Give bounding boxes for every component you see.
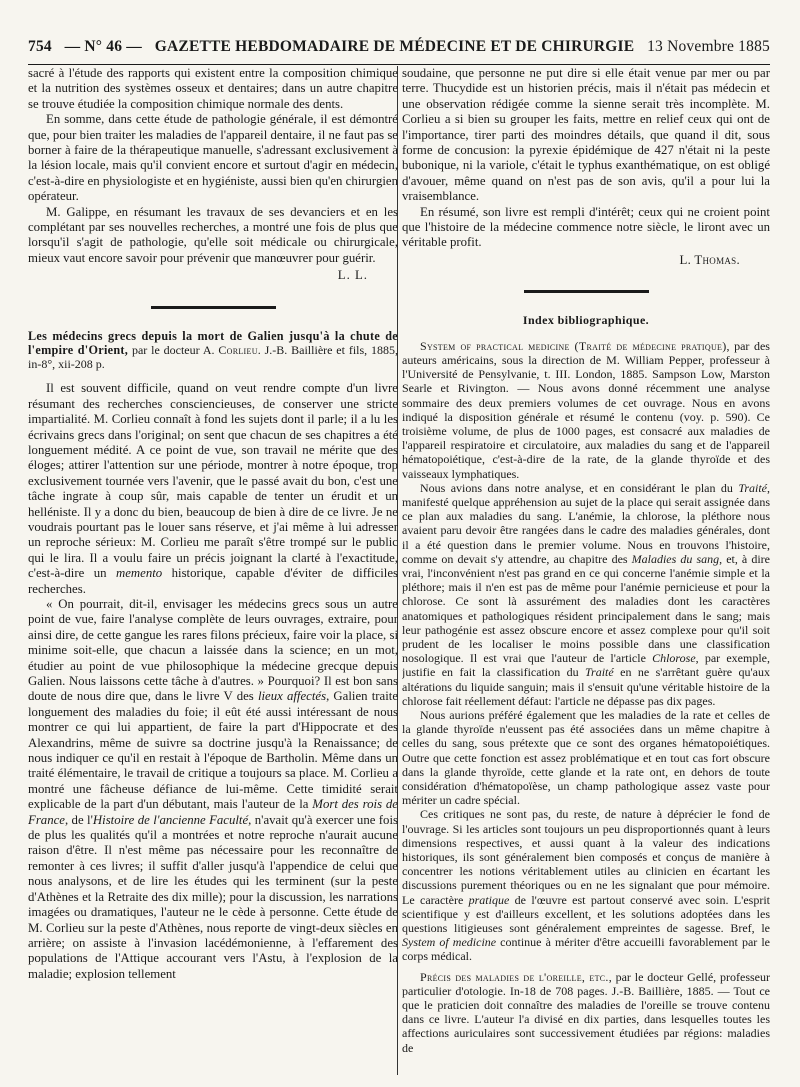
paragraph: Il est souvent difficile, quand on veut rendre compte d'un livre résumant des recherches consciencieuses, de conserver une stricte impartialité. M. Corlieu connaît à fond les sujets dont il parle; il a lu les écrivains grecs dans l'original; on sent que chacun de ses chapitres a été longuement médité. A ce point de vue, son travail ne mérite que des éloges; attirer l'attention sur une période, montrer à notre époque, trop exclusivement tournée vers l'avenir, que le passé avait du bon, c'est une tâche ingrate à coup sûr, mais capable de tenter un érudit et un helléniste. Il y a donc du bien, beaucoup de bien à dire de ce livre. Je ne voudrais pourtant pas le louer sans réserve, et j'ai même à lui adresser un reproche sérieux: M. Corlieu me paraît s'être trompé sur le public qui le lira. Il a voulu faire un précis joignant la clarté à l'exactitude, c'est-à-dire un memento historique, capable d'éviter de difficiles recherches.: [28, 381, 398, 596]
paragraph: « On pourrait, dit-il, envisager les médecins grecs sous un autre point de vue, faire l'analyse complète de leurs ouvrages, extraire, pour ainsi dire, de cette gangue les rares filons précieux, faire voir la place, si minime soit-elle, que chacun a laissée dans la science; en un mot, étudier au point de vue philosophique la médecine grecque depuis Galien. Nous laissons cette tâche à d'autres. » Pourquoi? Il est bon sans doute de nous dire que, dans le livre V des lieux affectés, Galien traite longuement des maladies du foie; il eût été aussi intéressant de nous montrer ce qui lui appartient, de faire la part d'Hippocrate et des Alexandrins, même de suivre sa doctrine jusqu'à la Renaissance; de nous indiquer ce qu'il en restait à l'époque de Bartholin. Même dans un traité élémentaire, le travail de critique a toujours sa place. M. Corlieu a montré une fâcheuse défiance de lui-même. Cette timidité serait explicable de la part d'un débutant, mais l'auteur de la Mort des rois de France, de l'Histoire de l'ancienne Faculté, n'avait qu'à exercer une fois de plus les qualités qu'il a montrées et notre reproche n'aurait aucune raison d'être. Il n'est même pas nécessaire pour les reconnaître de remonter à ces livres; il suffit d'aller jusqu'à l'appendice de celui que nous analysons, et de lire les études qui les terminent (sur la peste d'Athènes et la Retraite des dix mille); pour la discussion, les narrations imagées ou dramatiques, l'auteur ne le cède à personne. Cette étude de M. Corlieu sur la peste d'Athènes, nous reporte de vingt-deux siècles en arrière; on assiste à l'invasion lacédémonienne, à l'effarement des populations de l'Attique accourant vers l'Astu, à l'explosion de la maladie; explosion tellement: [28, 596, 398, 981]
bib-title: System of practical medicine (Traité de médecine pratique): [420, 338, 727, 353]
signature: L. L.: [337, 268, 368, 283]
paragraph: Nous aurions préféré également que les maladies de la rate et celles de la glande thyroïde n'eussent pas été associées dans un même chapitre à celles du sang, sous prétexte que ce sont des organes hématopoiétiques. Outre que cette fonction est assez problématique et en tout cas fort obscure dans la glande thyroïde, cette glande et la rate ont, en dehors de toute considération d'hématopoïèse, un champ pathologique assez vaste pour mériter un cadre spécial.: [402, 707, 770, 808]
left-column: [28, 66, 398, 1075]
page-number: 754: [28, 38, 52, 55]
paragraph: En résumé, son livre est rempli d'intérêt; ceux qui ne croient point que l'histoire de la médecine commence notre siècle, le liront avec un véritable profit.: [402, 204, 770, 250]
section-title: Index bibliographique.: [522, 313, 650, 328]
paragraph: M. Galippe, en résumant les travaux de ses devanciers et en les complétant par ses nouvelles recherches, a montré une fois de plus que lorsqu'il s'agit de pathologie, qu'elle soit médicale ou chirurgicale, mieux vaut encore savoir pour prévenir que manœuvrer pour guérir.: [28, 204, 398, 265]
paragraph: soudaine, que personne ne put dire si elle était venue par mer ou par terre. Thucydide est un historien précis, mais il n'était pas médecin et une observation rédigée comme la sienne serait très incomplète. M. Corlieu a si bien su grouper les faits, mettre en relief ceux qui ont de l'importance, tirer parti des moindres détails, que quand il dit, sous forme de concusion: la pyrexie épidémique de 427 n'était ni la peste bubonique, ni la variole, c'était le typhus exanthématique, on est obligé d'avouer, même quand on n'est pas de son avis, qu'il a pour lui la vraisemblance.: [402, 66, 770, 204]
paragraph: Ces critiques ne sont pas, du reste, de nature à déprécier le fond de l'ouvrage. Si les articles sont toujours un peu disproportionnés quant à leurs dimensions respectives, et aussi quant à la valeur des indications historiques, ils sont généralement bien composés et conçus de manière à concentrer les notions véritablement utiles au clinicien en écartant les discussions purement théoriques ou en ne les signalant que pour mémoire. Le caractère pratique de l'œuvre est partout conservé avec soin. L'esprit scientifique y est d'ailleurs excellent, et les solutions adoptées dans les questions litigieuses sont généralement empreintes de sagesse. Bref, le System of medicine continue à mériter d'être accueilli favorablement par le corps médical.: [402, 807, 770, 964]
bib-entry: Précis des maladies de l'oreille, etc., par le docteur Gellé, professeur particulier d'otologie. In-18 de 708 pages. J.-B. Baillière, 1885. — Tout ce que le praticien doit connaître des maladies de l'oreille se trouve contenu dans ce livre. L'auteur l'a divisé en dix parties, dans lesquelles toutes les affections auriculaires sont successivement étudiées par régions: maladies de: [402, 969, 770, 1055]
right-column: [402, 66, 770, 1075]
review-author: Corlieu: [218, 342, 258, 357]
section-rule: [28, 306, 398, 309]
issue-date: 13 Novembre 1885: [647, 38, 770, 55]
bibliography-index: [402, 339, 770, 1055]
page-header: [28, 38, 770, 65]
review-heading: Les médecins grecs depuis la mort de Galien jusqu'à la chute de l'empire d'Orient, par le docteur A. Corlieu. J.-B. Baillière et fils, 1885, in-8°, xii-208 p.: [28, 328, 398, 372]
paragraph: sacré à l'étude des rapports qui existent entre la composition chimique et la nutrition des systèmes osseux et dentaires; dans un autre chapitre se trouve étudiée la composition chimique normale des dents.: [28, 66, 398, 111]
paragraph: Nous avions dans notre analyse, et en considérant le plan du Traité, manifesté quelque appréhension au sujet de la place qui serait assignée dans ce plan aux maladies du sang. L'anémie, la chlorose, la pléthore nous avaient paru devoir être rangées dans le cadre des maladies générales, dont il a été question dans le premier volume. Nous en trouvons l'histoire, comme on devait s'y attendre, au chapitre des Maladies du sang, et, à dire vrai, l'inconvénient n'est pas grand en ce qui concerne l'anémie simple et la pléthore; mais il n'en est pas de même pour l'anémie pernicieuse et pour la chlorose. Ce sont là assurément des maladies dont les caractères anatomiques et pathologiques résident principalement dans le sang; mais leur pathogénie est assez obscure encore et assez complexe pour qu'il soit prudent de les localiser le moins possible dans une classification nosologique. Il est vrai que l'auteur de l'article Chlorose, par exemple, justifie en fait la classification du Traité en ne s'arrêtant guère qu'aux altérations du liquide sanguin; mais il s'ensuit qu'une véritable histoire de la chlorose fait réellement défaut: l'article ne dépasse pas dix pages.: [402, 480, 770, 708]
paragraph: En somme, dans cette étude de pathologie générale, il est démontré que, pour bien traiter les maladies de l'appareil dentaire, il ne faut pas se borner à faire de la thérapeutique manuelle, s'adressant exclusivement à la lésion locale, mais qu'il convient encore et surtout d'agir en médecin, c'est-à-dire en physiologiste et en hygiéniste, aussi bien qu'en chirurgien opérateur.: [28, 112, 398, 204]
signature: L. Thomas.: [679, 252, 740, 267]
review-title: Les médecins grecs depuis la mort de Galien jusqu'à la chute de l'empire d'Orient,: [28, 328, 398, 357]
section-rule: [402, 290, 770, 293]
bib-title: Précis des maladies de l'oreille, etc.: [420, 969, 609, 984]
issue-number: — N° 46 —: [64, 38, 142, 55]
bib-entry: System of practical medicine (Traité de médecine pratique), par des auteurs américains, sous la direction de M. William Pepper, professeur à l'Université de Pensylvanie, t. III. London, 1885. Sampson Low, Marston Searle et Rivington. — Nous avons donné récemment une analyse sommaire des deux premiers volumes de cet ouvrage. Nous en avons indiqué la disposition générale et résumé le contenu (voy. p. 590). Ce troisième volume, de plus de 1000 pages, est consacré aux maladies de l'appareil respiratoire et circulatoire, aux maladies du sang et de l'appareil hématopoiétique, c'est-à-dire de la rate, de la glande thyroïde et des vaisseaux lymphatiques.: [402, 338, 770, 481]
journal-title: GAZETTE HEBDOMADAIRE DE MÉDECINE ET DE CHIRURGIE: [154, 38, 635, 55]
